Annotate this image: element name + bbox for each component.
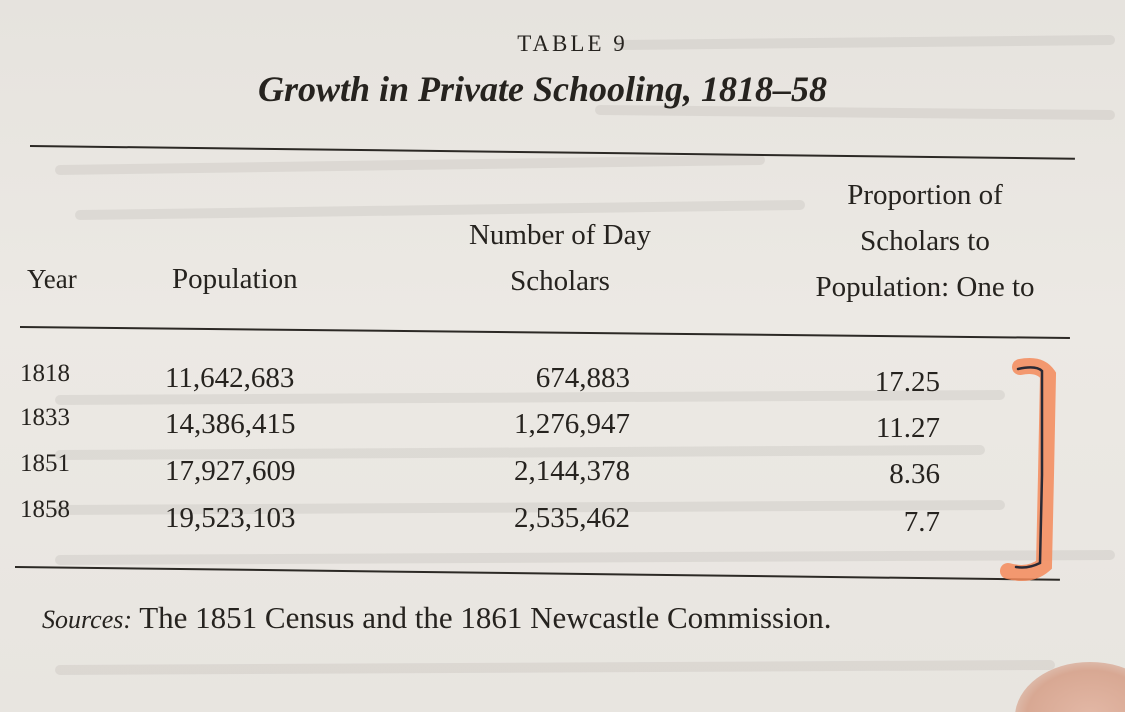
- header-line: Scholars to: [860, 225, 990, 257]
- column-header-day-scholars: [440, 212, 680, 304]
- cell-proportion: 11.27: [875, 412, 940, 444]
- table-sources-note: [42, 600, 831, 636]
- sources-text: The 1851 Census and the 1861 Newcastle Commission.: [132, 600, 832, 635]
- header-line: Proportion of: [847, 179, 1003, 211]
- cell-population: 11,642,683: [165, 362, 295, 394]
- cell-year: 1818: [20, 360, 70, 387]
- bottom-rule: [15, 566, 1060, 581]
- cell-population: 19,523,103: [165, 502, 296, 534]
- table-number: TABLE 9: [517, 31, 628, 56]
- cell-year: 1833: [20, 404, 70, 431]
- header-line: Population: One to: [815, 271, 1035, 303]
- column-header-year: Year: [27, 264, 77, 294]
- cell-year: 1851: [20, 450, 70, 477]
- cell-proportion: 8.36: [889, 458, 940, 490]
- column-header-proportion: [770, 172, 1080, 310]
- cell-proportion: 17.25: [874, 366, 940, 398]
- header-line: Scholars: [510, 265, 610, 297]
- cell-day-scholars: 674,883: [535, 362, 630, 394]
- sources-label: Sources:: [42, 605, 133, 634]
- cell-day-scholars: 2,535,462: [514, 502, 630, 534]
- cell-day-scholars: 1,276,947: [514, 408, 630, 440]
- finger-edge: [1015, 662, 1125, 712]
- table-title: Growth in Private Schooling, 1818–58: [257, 69, 828, 109]
- cell-population: 17,927,609: [165, 455, 296, 487]
- top-rule: [30, 145, 1075, 160]
- column-header-population: Population: [172, 263, 298, 295]
- cell-day-scholars: 2,144,378: [514, 455, 630, 487]
- cell-year: 1858: [20, 496, 70, 523]
- highlighted-bracket-annotation: [1000, 355, 1070, 585]
- cell-proportion: 7.7: [903, 506, 940, 538]
- header-rule: [20, 326, 1070, 339]
- header-line: Number of Day: [468, 219, 651, 251]
- cell-population: 14,386,415: [165, 408, 296, 440]
